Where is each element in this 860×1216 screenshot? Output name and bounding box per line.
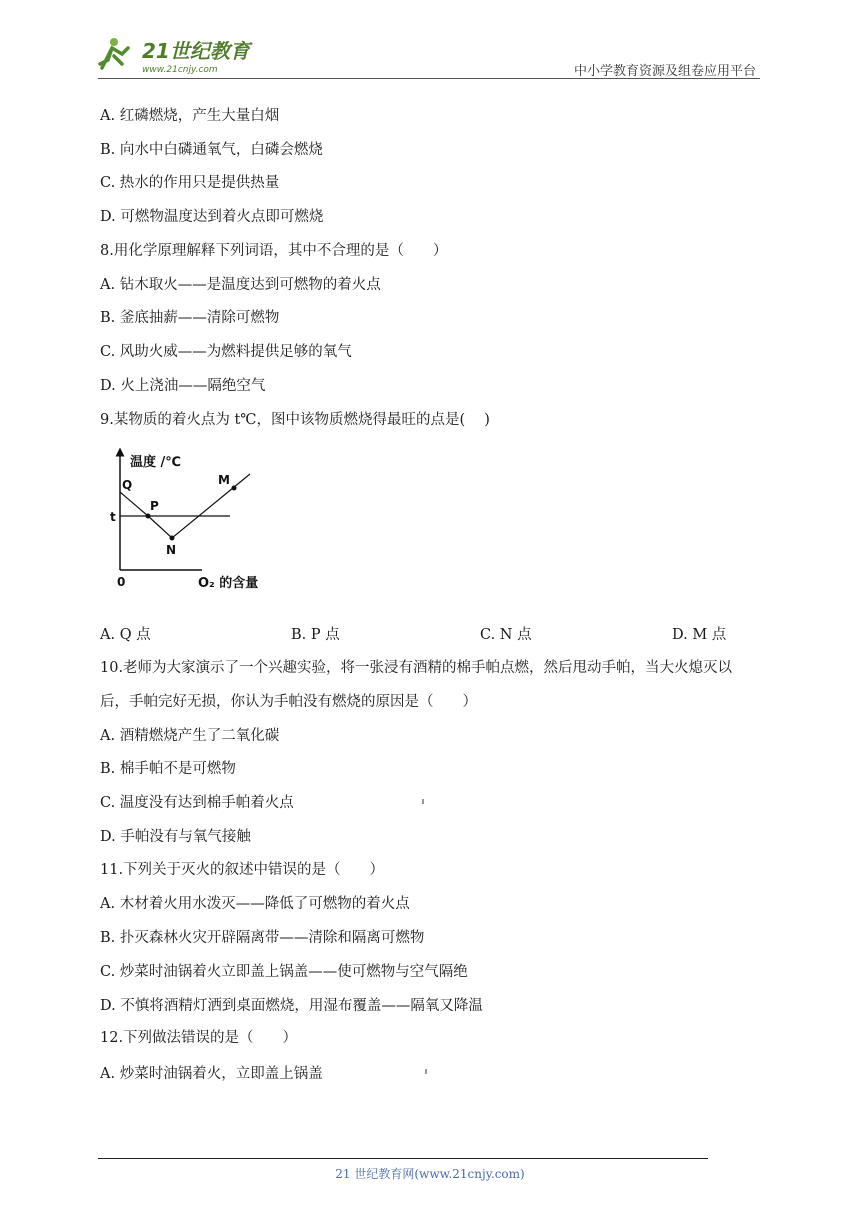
option-line: D. 火上浇油——隔绝空气 (100, 378, 266, 394)
temperature-oxygen-graph (104, 446, 274, 596)
option-line: A. 钻木取火——是温度达到可燃物的着火点 (100, 277, 381, 293)
option-b: B. P 点 (291, 627, 340, 643)
question-9: 9.某物质的着火点为 t℃，图中该物质燃烧得最旺的点是( ) (100, 412, 490, 428)
label-m: M (218, 473, 230, 487)
question-10-cont: 后，手帕完好无损，你认为手帕没有燃烧的原因是（ ） (100, 694, 477, 710)
x-axis-label: O₂ 的含量 (198, 576, 259, 591)
platform-name: 中小学教育资源及组卷应用平台 (573, 64, 756, 79)
option-line: B. 棉手帕不是可燃物 (100, 761, 236, 777)
option-d: D. M 点 (672, 627, 727, 643)
option-c: C. N 点 (480, 627, 532, 643)
logo-url: www.21cnjy.com (142, 65, 218, 75)
y-axis-label: 温度 /℃ (130, 455, 182, 470)
label-origin: 0 (117, 575, 126, 589)
point-m (232, 486, 237, 491)
footer-divider (98, 1158, 708, 1159)
label-p: P (150, 499, 159, 513)
page-header (0, 0, 860, 80)
label-t: t (110, 510, 116, 524)
q9-options (100, 623, 740, 645)
option-line: A. 木材着火用水泼灭——降低了可燃物的着火点 (100, 896, 410, 912)
header-divider (98, 78, 760, 79)
option-line: A. 炒菜时油锅着火，立即盖上锅盖 (100, 1066, 323, 1082)
option-line: B. 向水中白磷通氧气，白磷会燃烧 (100, 142, 323, 158)
scan-mark (422, 799, 424, 804)
question-10: 10.老师为大家演示了一个兴趣实验，将一张浸有酒精的棉手帕点燃，然后甩动手帕，当大火熄灭以 (100, 660, 733, 676)
option-line: C. 热水的作用只是提供热量 (100, 175, 280, 191)
logo-title: 21世纪教育 (142, 39, 250, 63)
logo-21cnjy (92, 34, 262, 78)
option-line: A. 红磷燃烧，产生大量白烟 (100, 108, 280, 124)
option-line: B. 扑灭森林火灾开辟隔离带——清除和隔离可燃物 (100, 930, 425, 946)
curve (120, 474, 250, 538)
option-line: A. 酒精燃烧产生了二氧化碳 (100, 728, 280, 744)
footer-text: 21 世纪教育网(www.21cnjy.com) (335, 1167, 525, 1181)
option-a: A. Q 点 (100, 627, 151, 643)
point-p (146, 514, 151, 519)
question-12: 12.下列做法错误的是（ ） (100, 1030, 298, 1046)
scan-mark (425, 1069, 427, 1074)
question-11: 11.下列关于灭火的叙述中错误的是（ ） (100, 862, 385, 878)
point-n (170, 536, 175, 541)
option-line: D. 不慎将酒精灯洒到桌面燃烧，用湿布覆盖——隔氧又降温 (100, 998, 483, 1014)
option-line: B. 釜底抽薪——清除可燃物 (100, 310, 280, 326)
option-line: D. 可燃物温度达到着火点即可燃烧 (100, 209, 324, 225)
label-q: Q (122, 478, 133, 492)
option-line: C. 炒菜时油锅着火立即盖上锅盖——使可燃物与空气隔绝 (100, 964, 468, 980)
label-n: N (166, 543, 177, 557)
option-line: D. 手帕没有与氧气接触 (100, 829, 251, 845)
option-line: C. 风助火威——为燃料提供足够的氧气 (100, 344, 352, 360)
question-8: 8.用化学原理解释下列词语，其中不合理的是（ ） (100, 243, 448, 259)
option-line: C. 温度没有达到棉手帕着火点 (100, 795, 294, 811)
